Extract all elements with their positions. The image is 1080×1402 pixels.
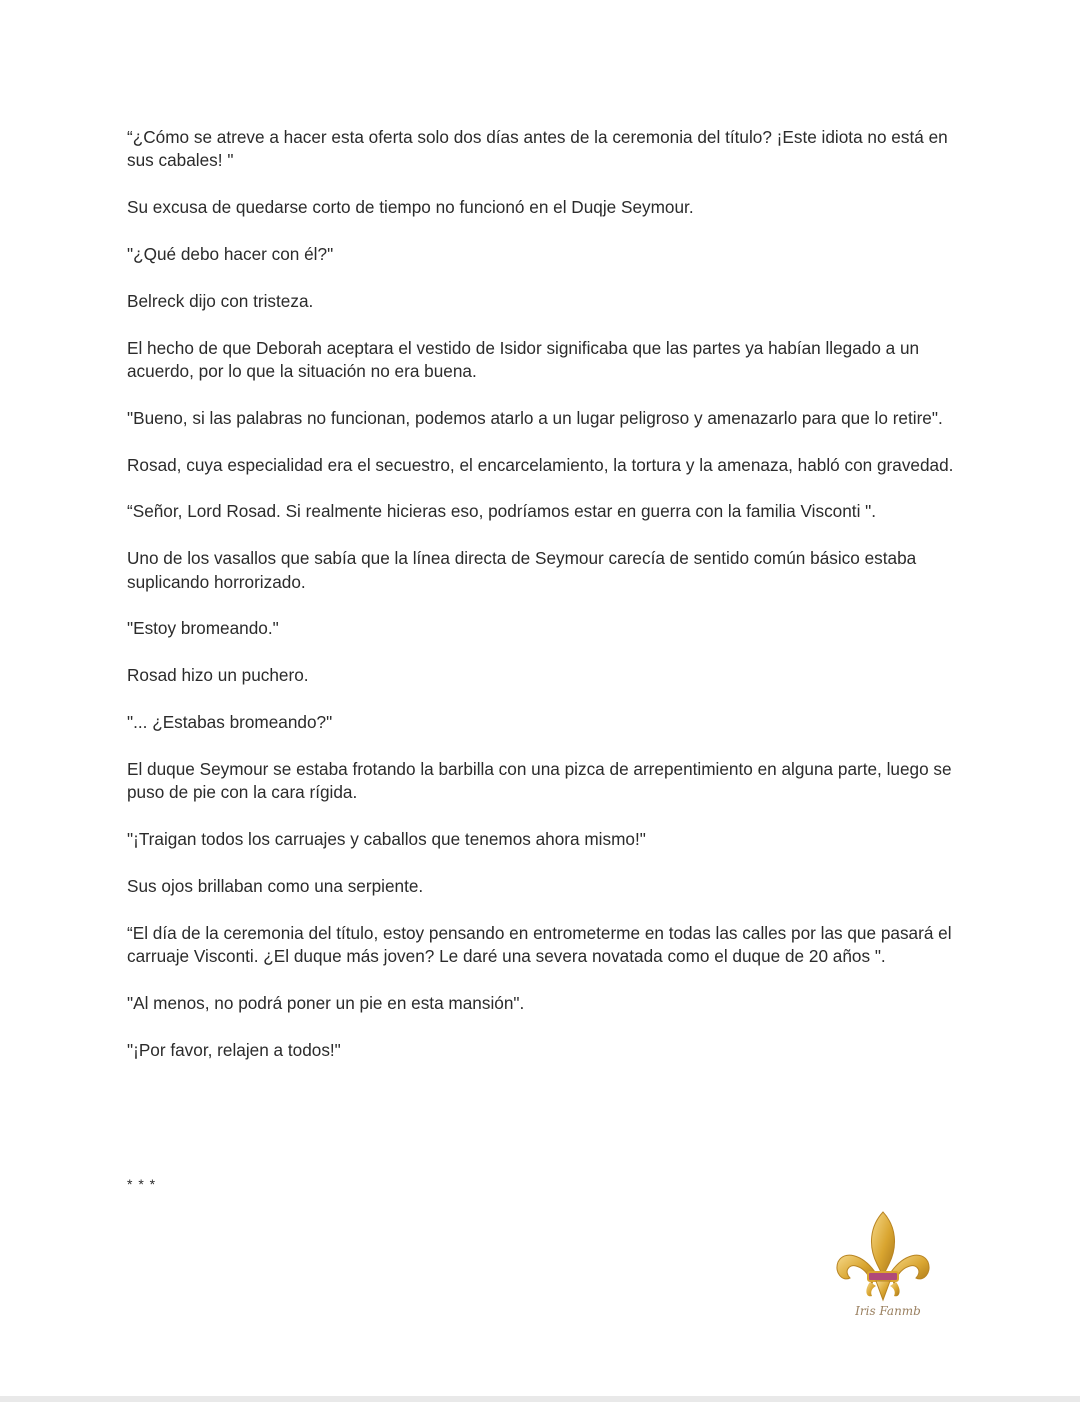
paragraph-13: El duque Seymour se estaba frotando la barbilla con una pizca de arrepentimiento en alguna parte, luego se puso de pie con la cara rígida. [127,758,957,803]
scene-break: * * * [127,1176,157,1192]
paragraph-12: "... ¿Estabas bromeando?" [127,711,333,732]
paragraph-8: “Señor, Lord Rosad. Si realmente hicieras eso, podríamos estar en guerra con la familia Visconti ". [127,501,877,522]
paragraph-7: Rosad, cuya especialidad era el secuestro, el encarcelamiento, la tortura y la amenaza, habló con gravedad. [127,454,954,475]
paragraph-18: "¡Por favor, relajen a todos!" [127,1039,341,1060]
paragraph-1: “¿Cómo se atreve a hacer esta oferta solo dos días antes de la ceremonia del título? ¡Este idiota no está en sus cabales! " [127,127,953,171]
logo-signature: Iris Fanmb [855,1304,921,1318]
paragraph-5: El hecho de que Deborah aceptara el vestido de Isidor significaba que las partes ya habían llegado a un acuerdo, por lo que la situación no era buena. [127,337,924,381]
paragraph-9: Uno de los vasallos que sabía que la línea directa de Seymour carecía de sentido común básico estaba suplicando horrorizado. [127,548,921,592]
paragraph-15: Sus ojos brillaban como una serpiente. [127,875,424,896]
paragraph-2: Su excusa de quedarse corto de tiempo no funcionó en el Duqje Seymour. [127,197,694,218]
paragraph-6: "Bueno, si las palabras no funcionan, podemos atarlo a un lugar peligroso y amenazarlo para que lo retire". [127,407,943,428]
paragraph-10: "Estoy bromeando." [127,618,279,639]
document-body [127,126,957,1085]
paragraph-16: “El día de la ceremonia del título, estoy pensando en entrometerme en todas las calles por las que pasará el carruaje Visconti. ¿El duque más joven? Le daré una severa novatada como el duque de 20 años ". [127,922,957,966]
paragraph-14: "¡Traigan todos los carruajes y caballos que tenemos ahora mismo!" [127,828,646,849]
paragraph-3: "¿Qué debo hacer con él?" [127,244,334,264]
paragraph-4: Belreck dijo con tristeza. [127,290,314,311]
paragraph-17: "Al menos, no podrá poner un pie en esta mansión". [127,992,525,1013]
page-bottom-edge [0,1396,1080,1402]
paragraph-11: Rosad hizo un puchero. [127,665,309,686]
fleur-de-lis-icon [830,1208,936,1326]
